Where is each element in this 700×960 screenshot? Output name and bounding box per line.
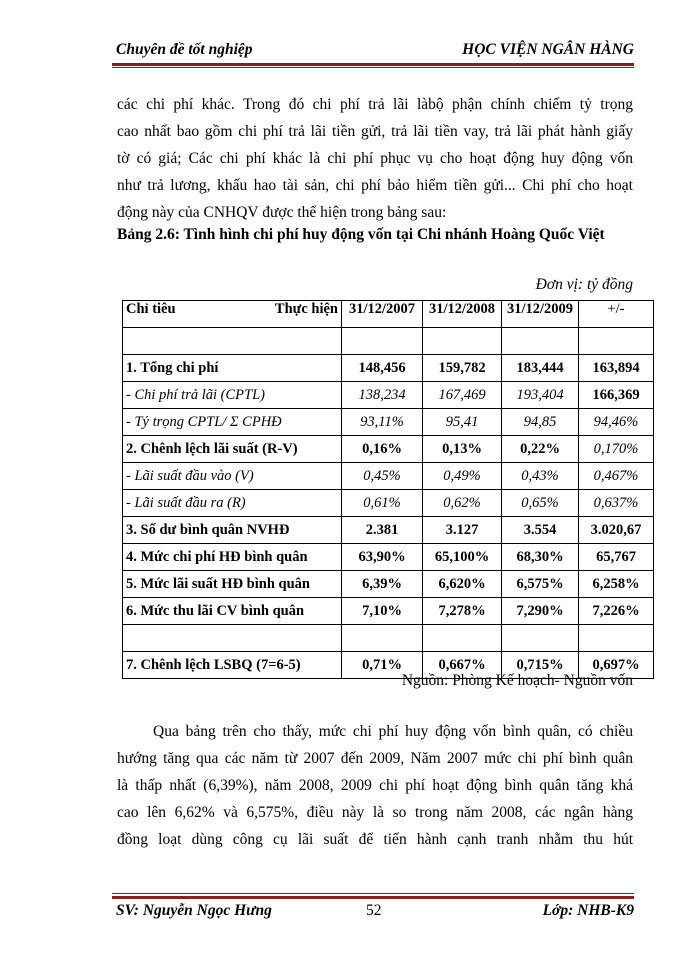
cell-2008: 0,62%: [423, 490, 502, 517]
cell-2008: 6,620%: [423, 571, 502, 598]
cell-2009: 193,404: [502, 382, 579, 409]
cell-change: 7,226%: [579, 598, 654, 625]
cell-change: 6,258%: [579, 571, 654, 598]
intro-paragraph: [117, 91, 633, 226]
table-row: [123, 490, 654, 517]
page-header: [112, 38, 634, 62]
paragraph-line: cao lên 6,62% và 6,575%, điều này là so trong năm 2008, các ngân hàng: [117, 804, 633, 821]
cell-2008: 0,13%: [423, 436, 502, 463]
header-cell-label: [123, 301, 342, 328]
cost-table: [122, 300, 654, 679]
cell-2008: 7,278%: [423, 598, 502, 625]
cell-2008: 3.127: [423, 517, 502, 544]
analysis-paragraph: [117, 718, 633, 853]
row-label: - Tỷ trọng CPTL/ Σ CPHĐ: [123, 409, 342, 436]
cell-change: 94,46%: [579, 409, 654, 436]
cell-2009: 0,22%: [502, 436, 579, 463]
cell-2008: 95,41: [423, 409, 502, 436]
cell-change: 65,767: [579, 544, 654, 571]
paragraph-line: tờ có giá; Các chi phí khác là chi phí phục vụ cho hoạt động huy động vốn: [117, 150, 633, 167]
paragraph-line: là thấp nhất (6,39%), năm 2008, 2009 chi phí hoạt động bình quân tăng khá: [117, 777, 633, 794]
table-row: [123, 544, 654, 571]
table-source: Nguồn: Phòng Kế hoạch- Nguồn vốn: [401, 672, 633, 689]
cell-2008: 159,782: [423, 355, 502, 382]
cell-2007: 0,16%: [342, 436, 423, 463]
row-label: 5. Mức lãi suất HĐ bình quân: [123, 571, 342, 598]
row-label: - Lãi suất đầu ra (R): [123, 490, 342, 517]
footer-rule-thick: [112, 896, 634, 899]
table-row: [123, 598, 654, 625]
cell-change: 0,170%: [579, 436, 654, 463]
table-unit: Đơn vị: tỷ đồng: [535, 276, 633, 293]
page-footer: [112, 902, 634, 924]
paragraph-line: đồng loạt dùng công cụ lãi suất để tiến hành cạnh tranh nhằm thu hút: [117, 831, 633, 848]
paragraph-line: cao nhất bao gồm chi phí trả lãi tiền gửi, trả lãi tiền vay, trả lãi phát hành giấy: [117, 123, 633, 140]
footer-page-number: 52: [366, 902, 382, 919]
row-label: 1. Tổng chi phí: [123, 355, 342, 382]
cell-2009: 68,30%: [502, 544, 579, 571]
header-thesis-title: Chuyên đề tốt nghiệp: [116, 41, 253, 58]
cell-2008: 0,667%: [423, 652, 502, 679]
table-row: [123, 517, 654, 544]
table-header-row: [123, 301, 654, 328]
table-spacer-row: [123, 328, 654, 355]
cell-2007: 0,71%: [342, 652, 423, 679]
row-label: 3. Số dư bình quân NVHĐ: [123, 517, 342, 544]
table-caption: Bảng 2.6: Tình hình chi phí huy động vốn tại Chi nhánh Hoàng Quốc Việt: [117, 226, 605, 243]
row-label: 6. Mức thu lãi CV bình quân: [123, 598, 342, 625]
cell-2009: 183,444: [502, 355, 579, 382]
cell-change: 0,637%: [579, 490, 654, 517]
cell-2009: 0,715%: [502, 652, 579, 679]
row-label: 7. Chênh lệch LSBQ (7=6-5): [123, 652, 342, 679]
table-row: [123, 463, 654, 490]
cell-2007: 93,11%: [342, 409, 423, 436]
cell-2007: 148,456: [342, 355, 423, 382]
cell-2008: 0,49%: [423, 463, 502, 490]
table-row: [123, 571, 654, 598]
header-label-right: Thực hiện: [274, 301, 338, 317]
cell-2009: 7,290%: [502, 598, 579, 625]
cell-2007: 0,61%: [342, 490, 423, 517]
table-row: [123, 382, 654, 409]
cell-change: 166,369: [579, 382, 654, 409]
cell-2008: 167,469: [423, 382, 502, 409]
table-spacer-row: [123, 625, 654, 652]
cell-2009: 0,65%: [502, 490, 579, 517]
cell-2009: 0,43%: [502, 463, 579, 490]
cell-2009: 94,85: [502, 409, 579, 436]
cell-change: 0,697%: [579, 652, 654, 679]
footer-rule-thin: [112, 893, 634, 894]
cell-2007: 138,234: [342, 382, 423, 409]
paragraph-line: như trả lương, khấu hao tài sản, chi phí bảo hiểm tiền gửi... Chi phí cho hoạt: [117, 177, 633, 194]
header-rule-thin: [112, 67, 634, 68]
cell-2007: 6,39%: [342, 571, 423, 598]
header-label-left: Chỉ tiêu: [126, 301, 176, 317]
row-label: 2. Chênh lệch lãi suất (R-V): [123, 436, 342, 463]
paragraph-line: động này của CNHQV được thể hiện trong bảng sau:: [117, 204, 447, 221]
cell-2009: 3.554: [502, 517, 579, 544]
table-row: [123, 436, 654, 463]
cell-2007: 7,10%: [342, 598, 423, 625]
header-cell-2009: 31/12/2009: [502, 301, 579, 328]
table-row: [123, 355, 654, 382]
header-cell-2007: 31/12/2007: [342, 301, 423, 328]
cell-change: 0,467%: [579, 463, 654, 490]
cell-change: 3.020,67: [579, 517, 654, 544]
table-row: [123, 409, 654, 436]
header-rule-thick: [112, 63, 634, 66]
header-cell-change: +/-: [579, 301, 654, 328]
paragraph-line: các chi phí khác. Trong đó chi phí trả lãi làbộ phận chính chiếm tỷ trọng: [117, 96, 633, 113]
row-label: - Chi phí trả lãi (CPTL): [123, 382, 342, 409]
cell-2009: 6,575%: [502, 571, 579, 598]
footer-class: Lớp: NHB-K9: [542, 902, 634, 919]
cell-change: 163,894: [579, 355, 654, 382]
footer-student-name: SV: Nguyễn Ngọc Hưng: [116, 902, 272, 919]
cell-2007: 2.381: [342, 517, 423, 544]
row-label: - Lãi suất đầu vào (V): [123, 463, 342, 490]
row-label: 4. Mức chi phí HĐ bình quân: [123, 544, 342, 571]
cell-2008: 65,100%: [423, 544, 502, 571]
cell-2007: 0,45%: [342, 463, 423, 490]
paragraph-line: Qua bảng trên cho thấy, mức chi phí huy động vốn bình quân, có chiều: [153, 723, 633, 740]
header-institution: HỌC VIỆN NGÂN HÀNG: [462, 41, 634, 58]
paragraph-line: hướng tăng qua các năm từ 2007 đến 2009, Năm 2007 mức chi phí bình quân: [117, 750, 633, 767]
cell-2007: 63,90%: [342, 544, 423, 571]
header-cell-2008: 31/12/2008: [423, 301, 502, 328]
